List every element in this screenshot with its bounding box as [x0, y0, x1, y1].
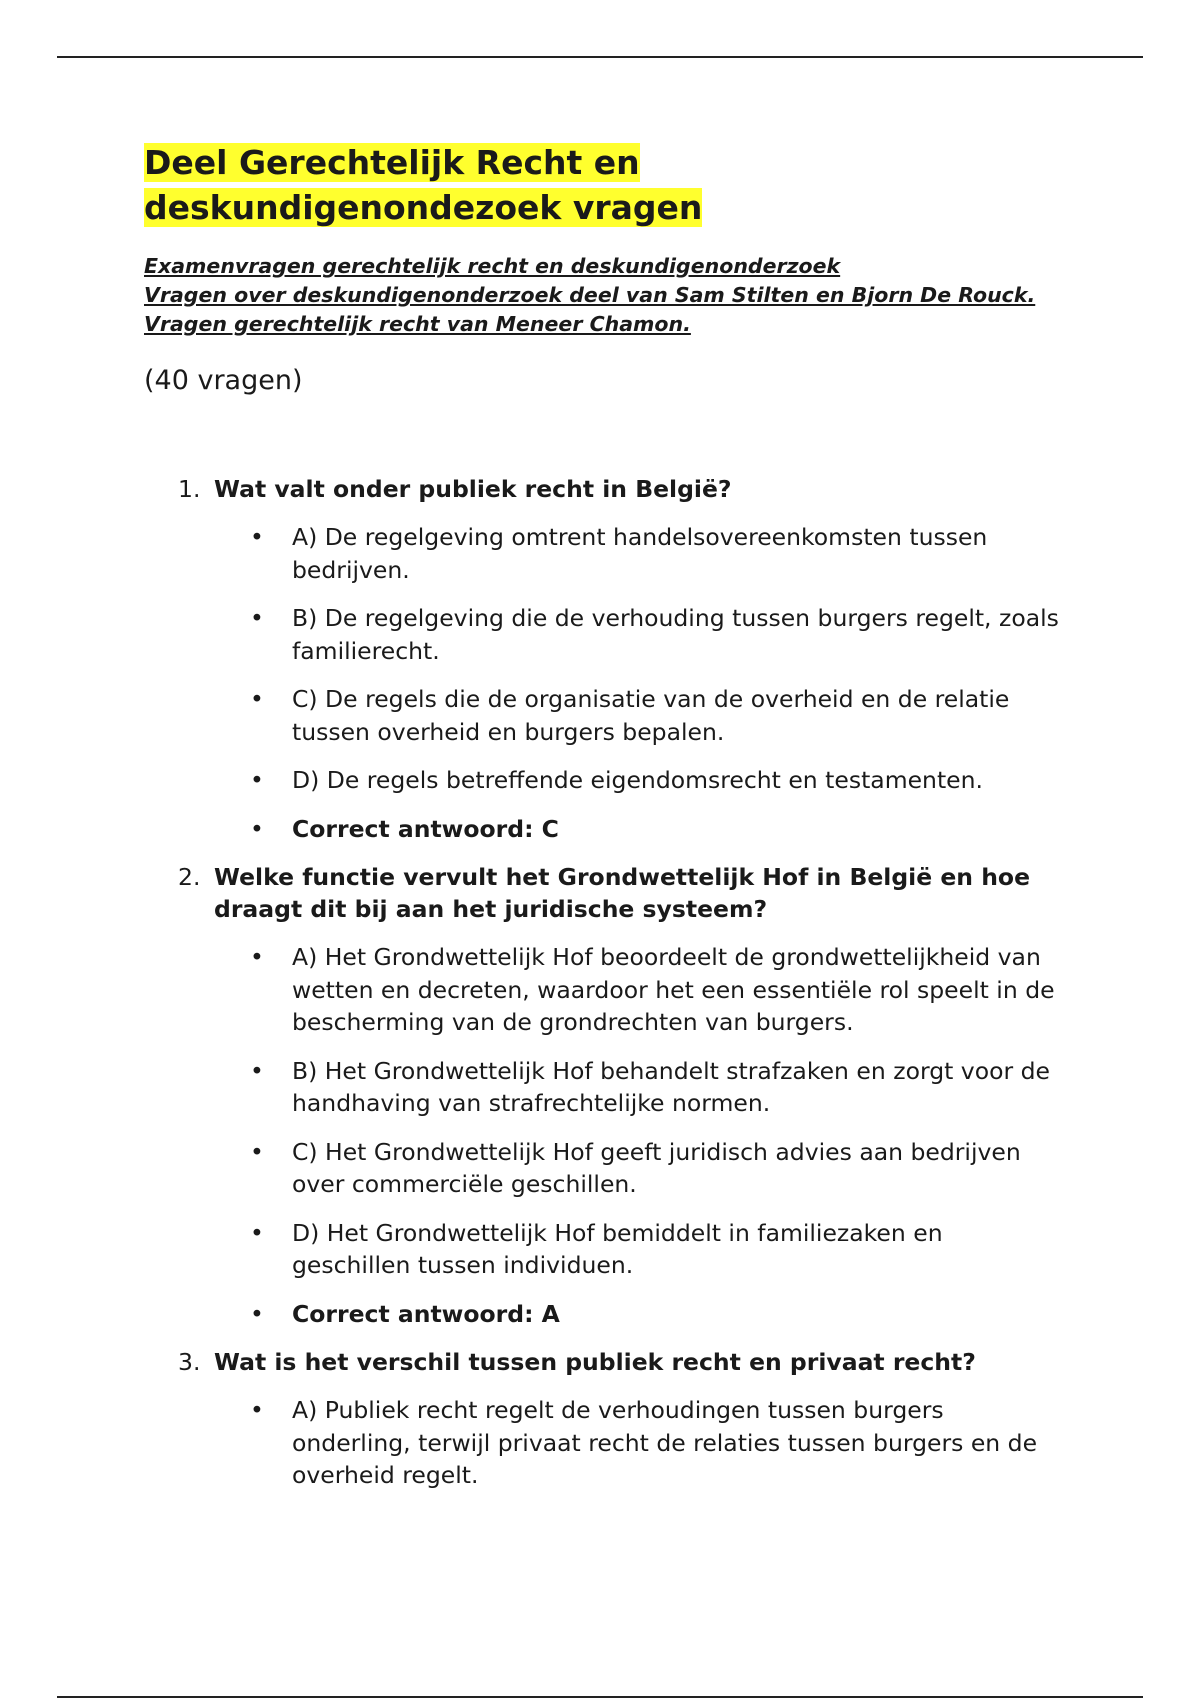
question-item: [144, 861, 1064, 1330]
option-item: [144, 521, 1064, 586]
option-text: C) Het Grondwettelijk Hof geeft juridisch advies aan bedrijven over commerciële geschillen.: [292, 1137, 1021, 1198]
header-rule: [57, 56, 1143, 58]
bullet-icon: •: [250, 523, 264, 551]
question-count: (40 vragen): [144, 365, 303, 396]
question-item: [144, 1346, 1064, 1492]
option-list: [144, 941, 1064, 1330]
option-text: A) De regelgeving omtrent handelsovereenkomsten tussen bedrijven.: [292, 523, 988, 584]
option-item: [144, 1136, 1064, 1201]
question-list: [144, 473, 1064, 1492]
bullet-icon: •: [250, 1396, 264, 1424]
subtitle-expert-research: Vragen over deskundigenonderzoek deel van Sam Stilten en Bjorn De Rouck.: [144, 283, 1036, 307]
correct-answer: [144, 813, 1064, 846]
document-title: [144, 140, 1064, 230]
correct-answer: [144, 1298, 1064, 1331]
question-number: 2.: [178, 863, 201, 891]
question-item: [144, 473, 1064, 845]
option-item: [144, 602, 1064, 667]
footer-rule: [57, 1696, 1143, 1698]
question-text: Wat valt onder publiek recht in België?: [214, 475, 732, 503]
subtitle-judicial-law: Vragen gerechtelijk recht van Meneer Chamon.: [144, 312, 691, 336]
bullet-icon: •: [250, 1137, 264, 1166]
bullet-icon: •: [250, 1218, 264, 1247]
bullet-icon: •: [250, 943, 264, 971]
option-text: D) Het Grondwettelijk Hof bemiddelt in familiezaken en geschillen tussen individuen.: [292, 1218, 943, 1279]
option-list: [144, 521, 1064, 845]
bullet-icon: •: [250, 604, 264, 632]
option-text: B) De regelgeving die de verhouding tussen burgers regelt, zoals familierecht.: [292, 604, 1059, 665]
option-item: [144, 1394, 1064, 1492]
question-number: 3.: [178, 1348, 201, 1376]
option-text: B) Het Grondwettelijk Hof behandelt strafzaken en zorgt voor de handhaving van strafrechtelijke normen.: [292, 1056, 1050, 1117]
option-text: A) Het Grondwettelijk Hof beoordeelt de grondwettelijkheid van wetten en decreten, waardoor het een essentiële rol speelt in de bescherming van de grondrechten van burgers.: [292, 943, 1055, 1036]
document-title-highlight: Deel Gerechtelijk Recht en deskundigenondezoek vragen: [144, 143, 703, 227]
question-text: Wat is het verschil tussen publiek recht en privaat recht?: [214, 1348, 976, 1376]
option-list: [144, 1394, 1064, 1492]
bullet-icon: •: [250, 766, 264, 794]
option-item: [144, 1217, 1064, 1282]
question-number: 1.: [178, 475, 201, 503]
option-text: C) De regels die de organisatie van de overheid en de relatie tussen overheid en burgers bepalen.: [292, 685, 1010, 746]
bullet-icon: •: [250, 685, 264, 713]
option-item: [144, 764, 1064, 797]
bullet-icon: •: [250, 1056, 264, 1085]
subtitle-block: [144, 252, 1064, 339]
option-text: A) Publiek recht regelt de verhoudingen tussen burgers onderling, terwijl privaat recht de relaties tussen burgers en de overheid regelt.: [292, 1396, 1038, 1489]
option-item: [144, 683, 1064, 748]
correct-answer-text: Correct antwoord: C: [292, 814, 559, 843]
bullet-icon: •: [250, 1299, 264, 1328]
option-text: D) De regels betreffende eigendomsrecht en testamenten.: [292, 766, 983, 794]
option-item: [144, 1055, 1064, 1120]
correct-answer-text: Correct antwoord: A: [292, 1299, 560, 1328]
subtitle-exam-questions: Examenvragen gerechtelijk recht en deskundigenonderzoek: [144, 254, 841, 278]
document-body: [144, 140, 1064, 1508]
bullet-icon: •: [250, 814, 264, 843]
question-text: Welke functie vervult het Grondwettelijk Hof in België en hoe draagt dit bij aan het juridische systeem?: [214, 863, 1031, 923]
option-item: [144, 941, 1064, 1039]
